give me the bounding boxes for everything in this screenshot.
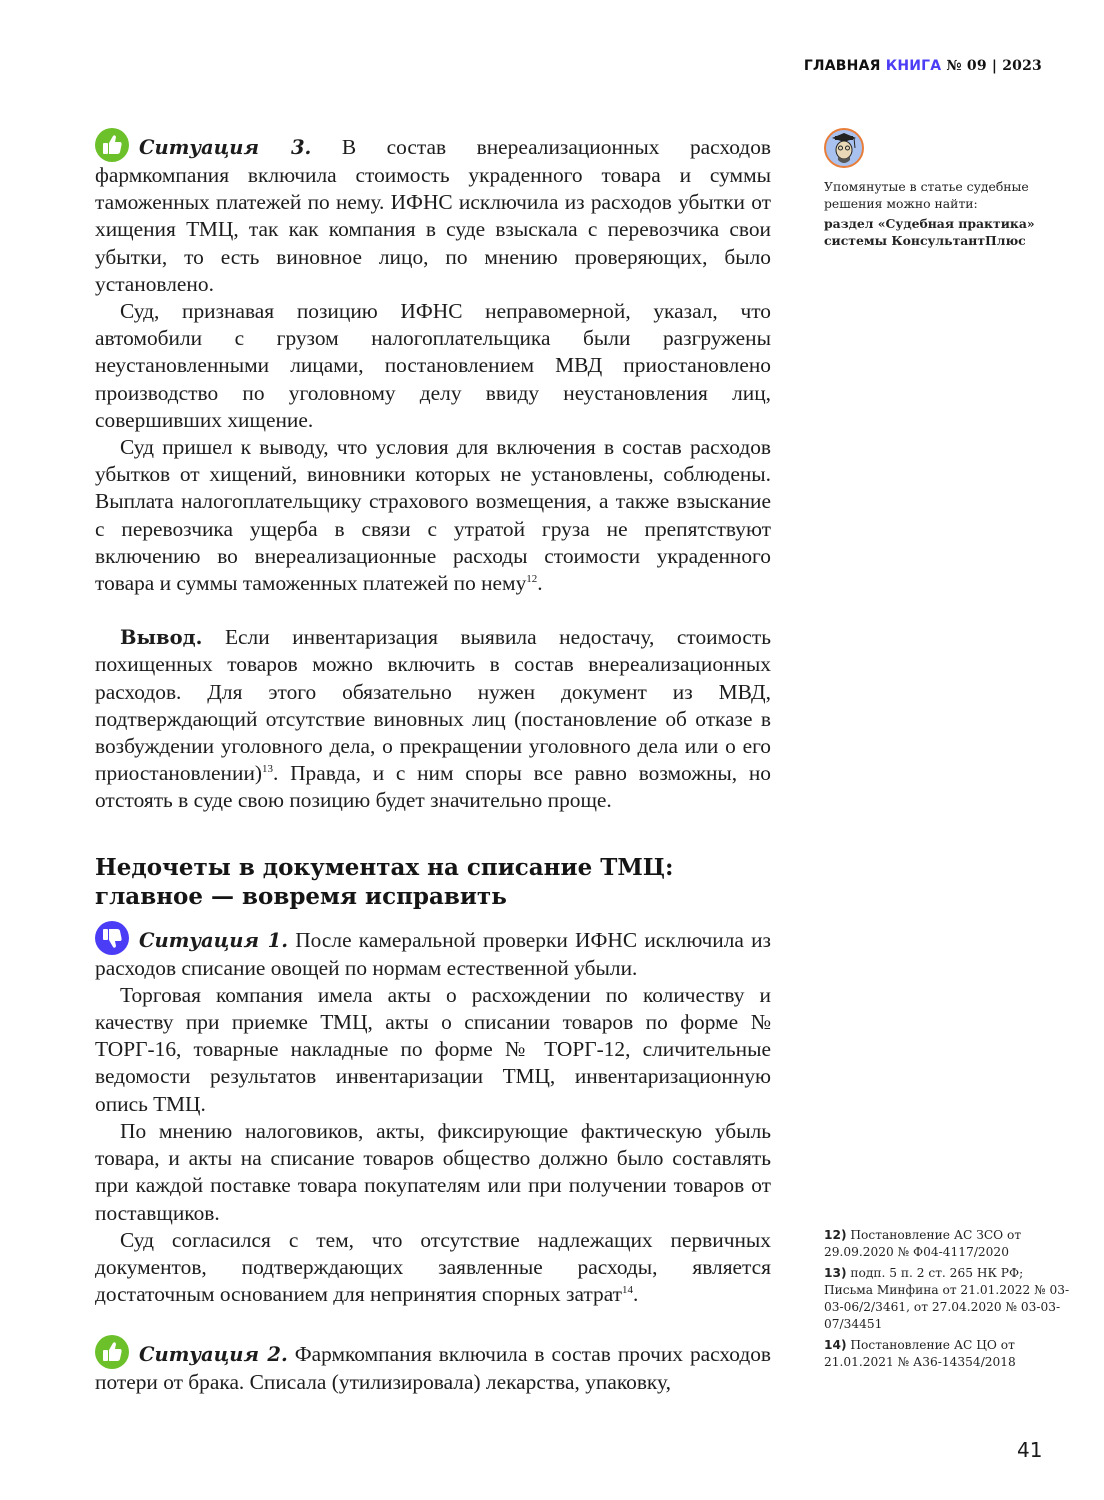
footnote-14 [824,1337,1074,1371]
thumbs-down-icon [95,921,129,955]
situation-label: Ситуация 3. [139,136,312,159]
footnotes [824,1227,1074,1375]
paragraph: Суд, признавая позицию ИФНС неправомерной, указал, что автомобили с грузом налогоплательщика были разгружены неустановленными лицами, постановлением МВД приостановлено производство по уголовному делу ввиду неустановления лиц, совершивших хищение. [95,299,771,432]
situation-text: Фармкомпания включила в состав прочих расходов потери от брака. Списала (утилизировала) лекарства, упаковку, [95,1342,771,1395]
paragraph-end: . [537,571,543,596]
paragraph-text: Суд согласился с тем, что отсутствие надлежащих первичных документов, подтверждающих заявленные расходы, является достаточным основанием для непринятия спорных затрат [95,1227,771,1307]
footnote-text: Постановление АС ЦО от 21.01.2021 № А36-14354/2018 [824,1338,1016,1369]
situation-text: После камеральной проверки ИФНС исключила из расходов списание овощей по нормам естественной убыли. [95,927,772,980]
situation-label: Ситуация 1. [139,928,289,952]
section-heading: Недочеты в документах на списание ТМЦ: главное — вовремя исправить [95,853,674,910]
brand-title-part1: ГЛАВНАЯ [803,58,881,74]
sidebar-note-source: раздел «Судебная практика» системы КонсультантПлюс [824,216,1035,248]
conclusion-label: Вывод. [120,626,203,650]
magazine-header [804,58,1042,74]
footnote-12 [824,1227,1074,1261]
footnote-number: 13) [824,1266,847,1280]
footnote-ref[interactable]: 12 [526,572,538,585]
conclusion-paragraph [95,624,771,814]
footnote-text: подп. 5 п. 2 ст. 265 НК РФ; Письма Минфина от 21.01.2022 № 03-03-06/2/3461, от 27.04.2020 № 03-03-07/34451 [824,1266,1070,1331]
thumbs-up-icon [95,1335,129,1369]
footnote-number: 14) [824,1338,847,1352]
thumbs-up-icon [95,128,129,162]
situation-label: Ситуация 2. [139,1343,288,1367]
page-number: 41 [1017,1438,1043,1462]
footnote-13 [824,1265,1074,1333]
sidebar-note-text: Упомянутые в статье судебные решения можно найти: [824,179,1029,211]
paragraph: Торговая компания имела акты о расхождении по количеству и качеству при приемке ТМЦ, акты о списании товаров по форме № ТОРГ-16, товарные накладные по форме № ТОРГ-12, сличительные ведомости результатов инвентаризации ТМЦ, инвентаризационную опись ТМЦ. [95,982,771,1116]
paragraph [95,434,771,597]
paragraph-text: Суд пришел к выводу, что условия для включения в состав расходов убытков от хищений, виновники которых не установлены, соблюдены. Выплата налогоплательщику страхового возмещения, а также взыскание с перевозчика ущерба в связи с утратой груза не препятствуют включению во внереализационные расходы стоимости украденного товара и суммы таможенных платежей по нему [95,435,771,596]
paragraph [95,1227,771,1309]
conclusion-text-end: . Правда, и с ним споры все равно возможны, но отстоять в суде свою позицию будет значительно проще. [95,761,771,813]
footnote-number: 12) [824,1228,847,1242]
article-body [95,128,771,1397]
brand-title-part2: КНИГА [885,58,942,74]
paragraph: По мнению налоговиков, акты, фиксирующие фактическую убыль товара, и акты на списание товаров общество должно было составлять при каждой поставке товара покупателям или при получении товаров от поставщиков. [95,1118,771,1225]
sidebar-note [824,128,1064,249]
paragraph-end: . [633,1282,639,1307]
footnote-ref[interactable]: 13 [262,763,274,776]
footnote-text: Постановление АС ЗСО от 29.09.2020 № Ф04-4117/2020 [824,1228,1022,1259]
footnote-ref[interactable]: 14 [622,1283,633,1296]
situation-text: В состав внереализационных расходов фармкомпания включила стоимость украденного товара и суммы таможенных платежей по нему. ИФНС исключила из расходов убытки от хищения ТМЦ, так как компания в суде взыскала с перевозчика свои убытки, то есть виновное лицо, по мнению проверяющих, было установлено. [95,135,771,296]
situation-1-paragraph [95,921,771,982]
situation-2-paragraph [95,1335,771,1396]
conclusion-text: Если инвентаризация выявила недостачу, стоимость похищенных товаров можно включить в состав внереализационных расходов. Для этого обязательно нужен документ из МВД, подтверждающий отсутствие виновных лиц (постановление об отказе в возбуждении уголовного дела, о прекращении уголовного дела или о его приостановлении) [95,625,771,786]
issue-number: № 09 | 2023 [946,58,1042,74]
situation-3-paragraph [95,128,771,298]
professor-avatar-icon [824,128,864,168]
